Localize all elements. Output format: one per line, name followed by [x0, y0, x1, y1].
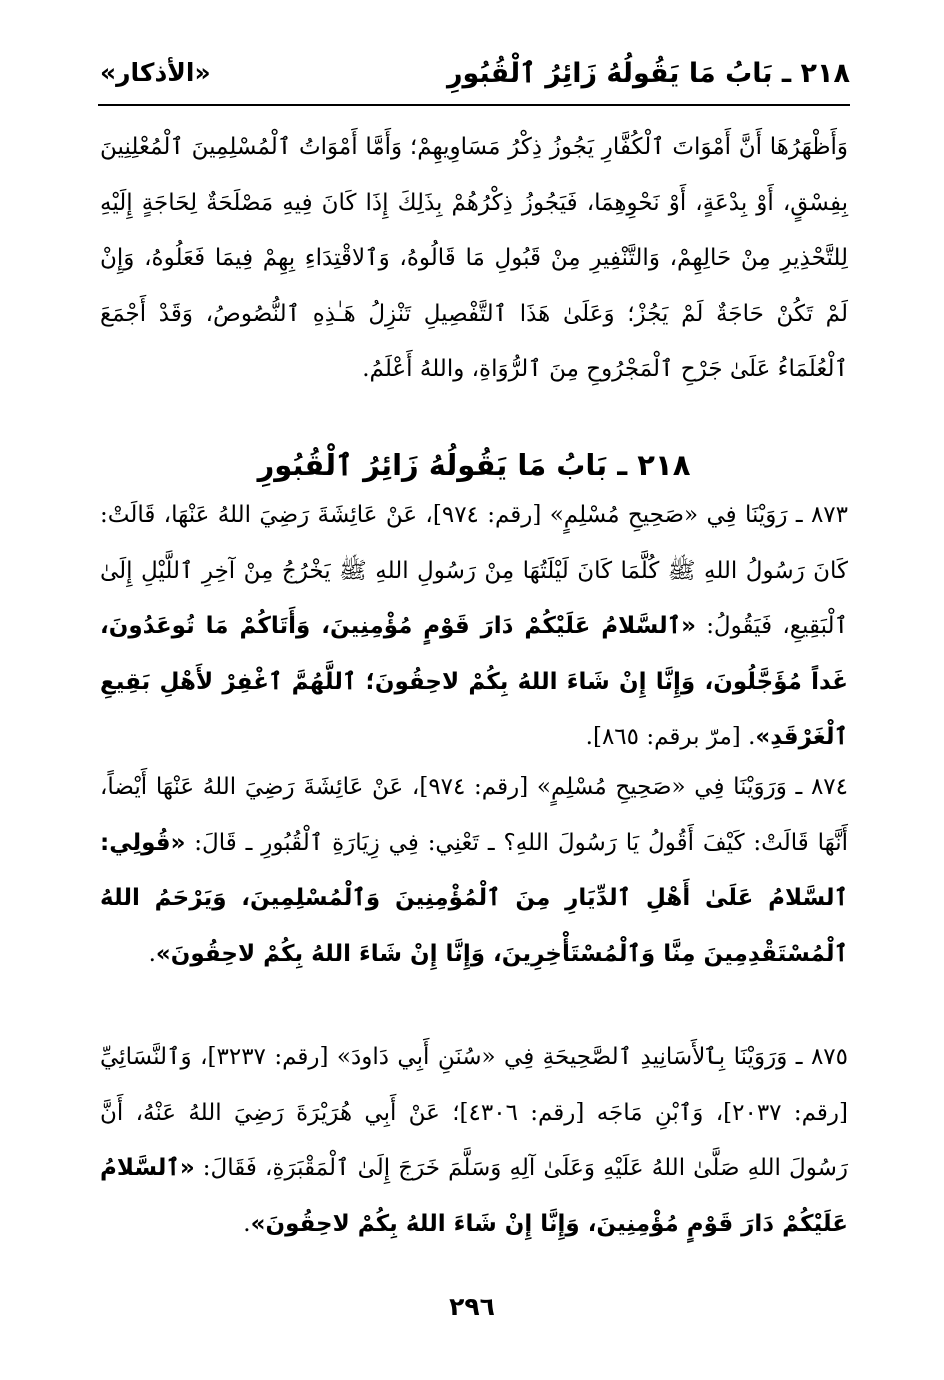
entry-tail: .	[148, 940, 156, 967]
chapter-heading: ٢١٨ ـ بَابُ مَا يَقُولُهُ زَائِرُ ٱلْقُبُورِ	[257, 448, 691, 482]
hadith-entry-873	[100, 488, 848, 766]
entry-text: ٨٧٤ ـ وَرَوَيْنَا فِي «صَحِيحِ مُسْلِمٍ» [رقم: ٩٧٤]، عَنْ عَائِشَةَ رَضِيَ اللهُ عَنْهَا أَيْضاً، أَنَّهَا قَالَتْ: كَيْفَ أَقُولُ يَا رَسُولَ اللهِ؟ ـ تَعْنِي: فِي زِيَارَةِ ٱلْقُبُورِ ـ قَالَ:	[100, 774, 848, 856]
intro-paragraph: وَأَظْهَرُهَا أَنَّ أَمْوَاتَ ٱلْكُفَّارِ يَجُوزُ ذِكْرُ مَسَاوِيهِمْ؛ وَأَمَّا أَمْوَاتُ ٱلْمُسْلِمِينَ ٱلْمُعْلِنِينَ بِفِسْقٍ، أَوْ بِدْعَةٍ، أَوْ نَحْوِهِمَا، فَيَجُوزُ ذِكْرُهُمْ بِذَلِكَ إِذَا كَانَ فِيهِ مَصْلَحَةٌ لِحَاجَةٍ إِلَيْهِ لِلتَّحْذِيرِ مِنْ حَالِهِمْ، وَالتَّنْفِيرِ مِنْ قَبُولِ مَا قَالُوهُ، وَٱلاقْتِدَاءِ بِهِمْ فِيمَا فَعَلُوهُ، وَإِنْ لَمْ تَكُنْ حَاجَةٌ لَمْ يَجُزْ؛ وَعَلَىٰ هَذَا ٱلتَّفْصِيلِ تَنْزِلُ هَـٰذِهِ ٱلنُّصُوصُ، وَقَدْ أَجْمَعَ ٱلْعُلَمَاءُ عَلَىٰ جَرْحِ ٱلْمَجْرُوحِ مِنَ ٱلرُّوَاةِ، واللهُ أَعْلَمُ.	[100, 134, 848, 382]
entry-tail: . [مرّ برقم: ٨٦٥].	[585, 724, 756, 750]
header-chapter-title: ٢١٨ ـ بَابُ مَا يَقُولُهُ زَائِرُ ٱلْقُبُورِ	[447, 58, 850, 89]
hadith-entry-875	[100, 1030, 848, 1252]
running-header	[100, 58, 850, 104]
hadith-entry-874	[100, 760, 848, 982]
page-number: ٢٩٦	[449, 1292, 495, 1321]
entry-quote: «قُولِي: ٱلسَّلامُ عَلَىٰ أَهْلِ ٱلدِّيَارِ مِنَ ٱلْمُؤْمِنِينَ وَٱلْمُسْلِمِينَ، وَيَرْحَمُ اللهُ ٱلْمُسْتَقْدِمِينَ مِنَّا وَٱلْمُسْتَأْخِرِينَ، وَإِنَّا إِنْ شَاءَ اللهُ بِكُمْ لاحِقُونَ»	[100, 829, 848, 967]
entry-tail: .	[243, 1210, 251, 1237]
header-book-title: «الأذكار»	[100, 58, 211, 87]
entry-quote: «ٱلسَّلامُ عَلَيْكُمْ دَارَ قَوْمٍ مُؤْمِنِينَ، وَأَتَاكُمْ مَا تُوعَدُونَ، غَداً مُؤَجَّلُونَ، وَإِنَّا إِنْ شَاءَ اللهُ بِكُمْ لاحِقُونَ؛ ٱللَّهُمَّ ٱغْفِرْ لأَهْلِ بَقِيعِ ٱلْغَرْقَدِ»	[100, 613, 848, 750]
header-rule	[98, 104, 850, 106]
entry-text: ٨٧٣ ـ رَوَيْنَا فِي «صَحِيحِ مُسْلِمٍ» [رقم: ٩٧٤]، عَنْ عَائِشَةَ رَضِيَ اللهُ عَنْهَا، قَالَتْ: كَانَ رَسُولُ اللهِ ﷺ كُلَّمَا كَانَ لَيْلَتُهَا مِنْ رَسُولِ اللهِ ﷺ يَخْرُجُ مِنْ آخِرِ ٱللَّيْلِ إِلَىٰ ٱلْبَقِيعِ، فَيَقُولُ:	[100, 502, 849, 639]
entry-text: ٨٧٥ ـ وَرَوَيْنَا بِٱلأَسَانِيدِ ٱلصَّحِيحَةِ فِي «سُنَنِ أَبِي دَاودَ» [رقم: ٣٢٣٧]، وَٱلنَّسَائِيِّ [رقم: ٢٠٣٧]، وَٱبْنِ مَاجَه [رقم: ٤٣٠٦]؛ عَنْ أَبِي هُرَيْرَةَ رَضِيَ اللهُ عَنْهُ، أَنَّ رَسُولَ اللهِ صَلَّىٰ اللهُ عَلَيْهِ وَعَلَىٰ آلِهِ وَسَلَّمَ خَرَجَ إِلَىٰ ٱلْمَقْبَرَةِ، فَقَالَ:	[100, 1044, 848, 1181]
entry-quote: «ٱلسَّلامُ عَلَيْكُمْ دَارَ قَوْمٍ مُؤْمِنِينَ، وَإِنَّا إِنْ شَاءَ اللهُ بِكُمْ لاحِقُونَ»	[100, 1155, 848, 1237]
